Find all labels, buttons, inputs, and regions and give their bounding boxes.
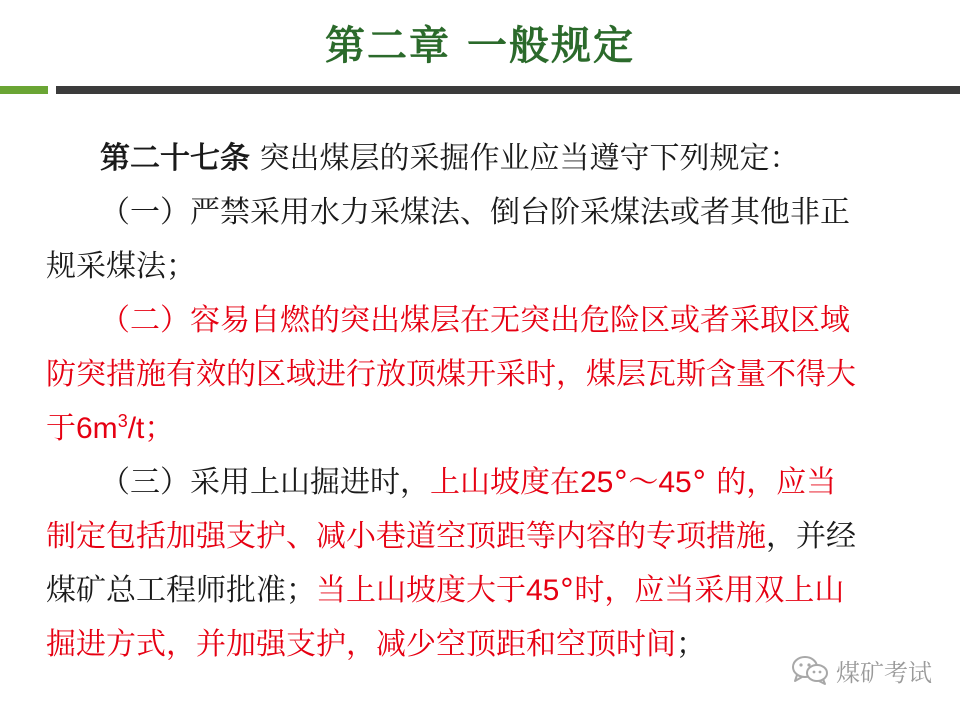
article-intro: 突出煤层的采掘作业应当遵守下列规定： [259,141,800,176]
item3-line1-black: （三）采用上山掘进时， [100,465,430,500]
item2-line3-unit: /t [127,412,145,445]
title-accent-bar [0,86,48,94]
item3-line2-red: 制定包括加强支护、减小巷道空顶距等内容的专项措施 [46,519,766,554]
item3-line3 [46,564,916,618]
item3-line4-red: 掘进方式，并加强支护，减少空顶距和空顶时间 [46,627,676,662]
article-body [46,132,916,672]
item3-line1-red-a: 上山坡度在 [430,465,580,500]
item3-line4 [46,618,916,672]
watermark [790,652,932,688]
item2-line1: （二）容易自燃的突出煤层在无突出危险区或者采取区域 [100,303,850,338]
item1-line1: （一）严禁采用水力采煤法、倒台阶采煤法或者其他非正 [100,195,850,230]
slide-title: 第二章 一般规定 [325,22,635,69]
item3-line2-black: ，并经 [766,519,856,554]
item2-line3-suffix: ； [144,411,175,446]
item3-line1-red-b: °～ [613,465,659,500]
item3-line2 [46,510,916,564]
item3-line3-red-b: °时，应当采用双上山 [559,573,845,608]
item3-line1-num-b: 45 [658,466,692,499]
item2-line3-value: 6m [76,412,118,445]
item1-line2: 规采煤法； [46,249,196,284]
item3-line4-black: ； [676,627,706,662]
item3-line3-red-a: 当上山坡度大于 [316,573,526,608]
article-intro-line [46,132,916,186]
item3-line1 [46,456,916,510]
item2-line3 [46,402,916,456]
article-heading: 第二十七条 [100,141,250,176]
title-divider-bar [56,86,960,94]
watermark-text: 煤矿考试 [836,658,932,687]
item3-line3-black: 煤矿总工程师批准； [46,573,316,608]
wechat-icon [790,654,830,686]
item3-line1-red-c: ° 的，应当 [691,465,837,500]
item2-line2: 防突措施有效的区域进行放顶煤开采时，煤层瓦斯含量不得大 [46,357,856,392]
item3-line1-num-a: 25 [580,466,614,499]
item3-line3-num: 45 [526,574,560,607]
item2-line3-sup: 3 [117,411,128,431]
item2-line3-prefix: 于 [46,411,76,446]
